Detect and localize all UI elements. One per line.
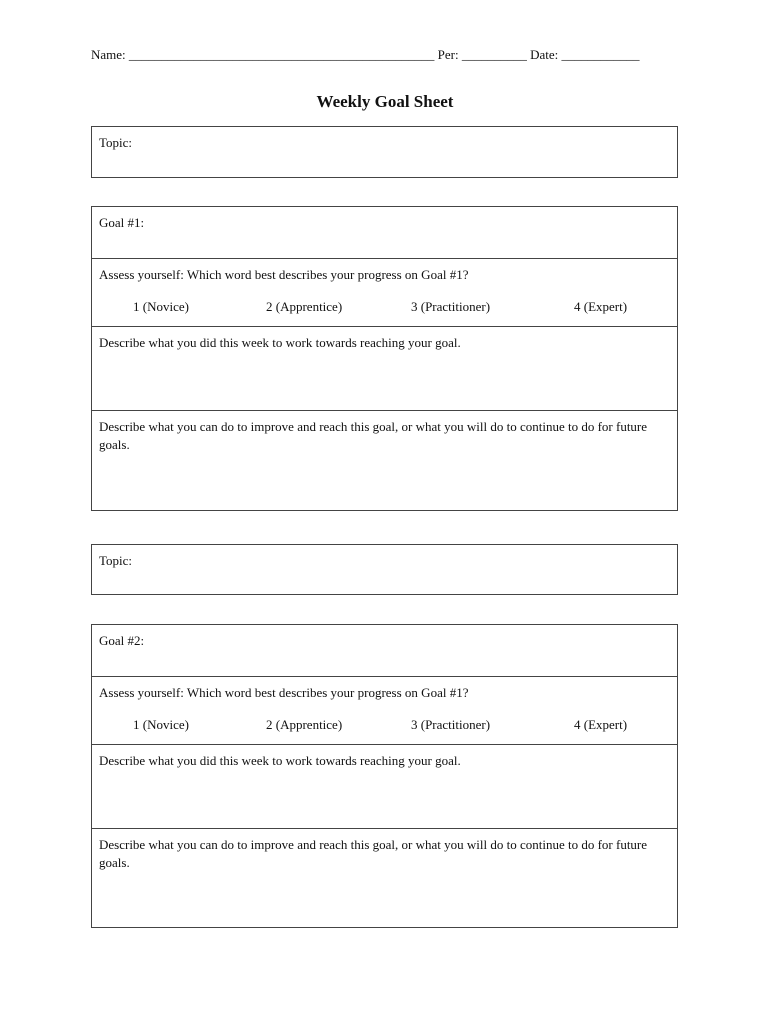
topic-box-2[interactable] (91, 544, 678, 595)
scale-option-expert[interactable]: 4 (Expert) (574, 717, 628, 732)
goal-label: Goal #2: (99, 633, 145, 648)
progress-scale (99, 298, 670, 318)
weekly-work-prompt: Describe what you did this week to work towards reaching your goal. (99, 753, 461, 768)
date-label: Date: (530, 47, 559, 62)
assessment-prompt: Assess yourself: Which word best describes your progress on Goal #1? (99, 685, 469, 700)
improvement-field-2[interactable] (92, 828, 677, 927)
scale-option-apprentice[interactable]: 2 (Apprentice) (266, 299, 343, 314)
improvement-field-1[interactable] (92, 410, 677, 510)
date-blank[interactable]: ____________ (561, 47, 640, 62)
weekly-work-prompt: Describe what you did this week to work towards reaching your goal. (99, 335, 461, 350)
weekly-work-field-2[interactable] (92, 744, 677, 828)
goal-label: Goal #1: (99, 215, 145, 230)
topic-box-1[interactable] (91, 126, 678, 178)
scale-option-novice[interactable]: 1 (Novice) (133, 299, 189, 314)
student-info-line (91, 47, 640, 63)
name-label: Name: (91, 47, 126, 62)
topic-label: Topic: (99, 135, 133, 150)
goal-box-1 (91, 206, 678, 511)
scale-option-practitioner[interactable]: 3 (Practitioner) (411, 717, 491, 732)
improvement-prompt: Describe what you can do to improve and reach this goal, or what you will do to continue to do for future goals. (99, 419, 648, 452)
goal-field-1[interactable] (92, 207, 677, 258)
period-blank[interactable]: __________ (461, 47, 527, 62)
assessment-cell-1 (92, 258, 677, 326)
goal-field-2[interactable] (92, 625, 677, 676)
assessment-cell-2 (92, 676, 677, 744)
period-label: Per: (437, 47, 459, 62)
topic-label: Topic: (99, 553, 133, 568)
goal-box-2 (91, 624, 678, 928)
assessment-prompt: Assess yourself: Which word best describes your progress on Goal #1? (99, 267, 469, 282)
name-blank[interactable]: _______________________________________________ (128, 47, 435, 62)
improvement-prompt: Describe what you can do to improve and reach this goal, or what you will do to continue to do for future goals. (99, 837, 648, 870)
page-title: Weekly Goal Sheet (316, 92, 454, 111)
scale-option-expert[interactable]: 4 (Expert) (574, 299, 628, 314)
scale-option-practitioner[interactable]: 3 (Practitioner) (411, 299, 491, 314)
scale-option-novice[interactable]: 1 (Novice) (133, 717, 189, 732)
progress-scale (99, 716, 670, 736)
scale-option-apprentice[interactable]: 2 (Apprentice) (266, 717, 343, 732)
weekly-work-field-1[interactable] (92, 326, 677, 410)
